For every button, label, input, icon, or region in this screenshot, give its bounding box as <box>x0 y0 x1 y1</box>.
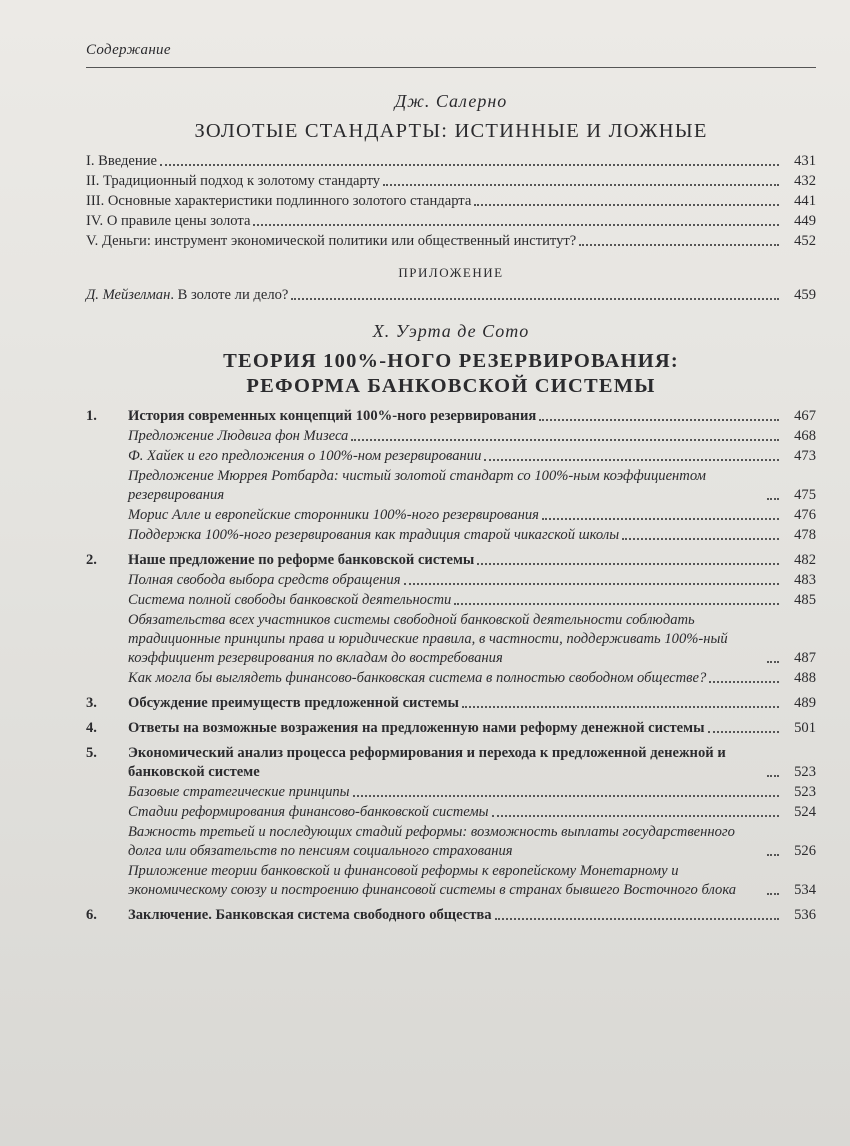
toc-subentry[interactable] <box>86 783 816 802</box>
leader-dots <box>474 204 779 206</box>
toc-entry-text: IV. О правиле цены золота <box>86 213 251 229</box>
toc-subentry[interactable] <box>86 862 816 900</box>
chapter-number: 5. <box>86 745 97 761</box>
toc-entry-page: 449 <box>794 213 816 229</box>
section2-entries <box>86 407 816 925</box>
toc-entry-page: 536 <box>794 907 816 923</box>
toc-entry-text: Поддержка 100%-ного резервирования как традиция старой чикагской школы <box>128 527 620 543</box>
toc-entry-text: Обсуждение преимуществ предложенной системы <box>128 695 459 711</box>
leader-dots <box>353 795 779 797</box>
toc-chapter-entry[interactable] <box>86 744 816 782</box>
section1-author: Дж. Салерно <box>394 91 508 111</box>
toc-subentry[interactable] <box>86 611 816 668</box>
leader-dots <box>351 439 779 441</box>
toc-entry-text: Система полной свободы банковской деятельности <box>128 592 452 608</box>
toc-entry-page: 432 <box>794 173 816 189</box>
section2-author: Х. Уэрта де Сото <box>372 321 530 341</box>
toc-entry-page: 431 <box>794 153 816 169</box>
section1-title: ЗОЛОТЫЕ СТАНДАРТЫ: ИСТИННЫЕ И ЛОЖНЫЕ <box>194 120 708 142</box>
toc-entry-text: Ответы на возможные возражения на предложенную нами реформу денежной системы <box>128 720 705 736</box>
toc-subentry[interactable] <box>86 447 816 466</box>
toc-subentry[interactable] <box>86 669 816 688</box>
toc-entry-page: 524 <box>794 804 816 820</box>
toc-subentry[interactable] <box>86 506 816 525</box>
toc-subentry[interactable] <box>86 526 816 545</box>
toc-entry-text: III. Основные характеристики подлинного золотого стандарта <box>86 193 472 209</box>
toc-entry[interactable] <box>86 172 816 191</box>
toc-subentry[interactable] <box>86 823 816 861</box>
chapter-number: 1. <box>86 408 97 424</box>
leader-dots <box>484 459 779 461</box>
toc-entry[interactable] <box>86 192 816 211</box>
toc-entry-text: Ф. Хайек и его предложения о 100%-ном резервировании <box>128 448 482 464</box>
toc-entry-page: 482 <box>794 552 816 568</box>
toc-entry-page: 489 <box>794 695 816 711</box>
leader-dots <box>767 893 779 895</box>
toc-entry-text: История современных концепций 100%-ного резервирования <box>128 408 537 424</box>
toc-entry-page: 488 <box>794 670 816 686</box>
leader-dots <box>539 419 779 421</box>
appendix-label: ПРИЛОЖЕНИЕ <box>398 265 504 280</box>
toc-chapter-entry[interactable] <box>86 551 816 570</box>
leader-dots <box>477 563 779 565</box>
leader-dots <box>767 854 779 856</box>
leader-dots <box>404 583 780 585</box>
appendix-page: 459 <box>794 287 816 303</box>
appendix-author: Д. Мейзелман <box>86 287 171 303</box>
leader-dots <box>462 706 779 708</box>
toc-subentry[interactable] <box>86 591 816 610</box>
toc-entry-page: 534 <box>794 882 816 898</box>
toc-subentry[interactable] <box>86 571 816 590</box>
leader-dots <box>767 775 779 777</box>
toc-entry-page: 473 <box>794 448 816 464</box>
header-rule <box>86 67 816 68</box>
toc-subentry[interactable] <box>86 803 816 822</box>
toc-entry-page: 476 <box>794 507 816 523</box>
toc-entry[interactable] <box>86 212 816 231</box>
section2-title-line2: РЕФОРМА БАНКОВСКОЙ СИСТЕМЫ <box>246 375 656 397</box>
table-of-contents <box>86 92 816 926</box>
toc-chapter-entry[interactable] <box>86 719 816 738</box>
section2-title-line1: ТЕОРИЯ 100%-НОГО РЕЗЕРВИРОВАНИЯ: <box>223 350 679 372</box>
toc-entry-page: 468 <box>794 428 816 444</box>
toc-entry-page: 452 <box>794 233 816 249</box>
toc-entry-page: 483 <box>794 572 816 588</box>
toc-entry-page: 523 <box>794 784 816 800</box>
leader-dots <box>708 731 780 733</box>
toc-entry-text: Заключение. Банковская система свободного общества <box>128 907 492 923</box>
toc-entry-text: Предложение Мюррея Ротбарда: чистый золотой стандарт со 100%-ным коэффициентом резервирования <box>128 468 706 503</box>
toc-chapter-entry[interactable] <box>86 906 816 925</box>
toc-entry-text: Предложение Людвига фон Мизеса <box>128 428 349 444</box>
leader-dots <box>767 498 779 500</box>
leader-dots <box>291 298 779 300</box>
section1-entries <box>86 152 816 251</box>
chapter-number: 2. <box>86 552 97 568</box>
toc-entry-text: Приложение теории банковской и финансовой реформы к европейскому Монетарному и экономическому союзу и построению финансовой системы в странах бывшего Восточного блока <box>128 863 737 898</box>
appendix-entry-text <box>86 286 288 305</box>
chapter-number: 3. <box>86 695 97 711</box>
toc-entry-text: Экономический анализ процесса реформирования и перехода к предложенной денежной и банковской системе <box>128 745 726 780</box>
toc-chapter-entry[interactable] <box>86 694 816 713</box>
leader-dots <box>253 224 779 226</box>
appendix-title: . В золоте ли дело? <box>170 287 289 303</box>
chapter-number: 6. <box>86 907 97 923</box>
toc-entry-text: Важность третьей и последующих стадий реформы: возможность выплаты государственного долга или обязательств по пенсиям социального страхования <box>128 824 735 859</box>
leader-dots <box>454 603 779 605</box>
leader-dots <box>622 538 779 540</box>
toc-entry-text: Наше предложение по реформе банковской системы <box>128 552 475 568</box>
leader-dots <box>709 681 779 683</box>
toc-entry-page: 478 <box>794 527 816 543</box>
toc-entry-page: 475 <box>794 487 816 503</box>
chapter-number: 4. <box>86 720 97 736</box>
toc-entry[interactable] <box>86 152 816 171</box>
running-header: Содержание <box>86 42 171 58</box>
toc-subentry[interactable] <box>86 427 816 446</box>
toc-subentry[interactable] <box>86 467 816 505</box>
appendix-entry[interactable] <box>86 286 816 305</box>
toc-entry-text: Полная свобода выбора средств обращения <box>128 572 401 588</box>
leader-dots <box>767 661 779 663</box>
toc-entry-page: 501 <box>794 720 816 736</box>
toc-entry-page: 485 <box>794 592 816 608</box>
leader-dots <box>492 815 779 817</box>
leader-dots <box>495 918 779 920</box>
toc-entry-text: Базовые стратегические принципы <box>128 784 350 800</box>
toc-entry-text: I. Введение <box>86 153 157 169</box>
toc-entry-page: 441 <box>794 193 816 209</box>
toc-entry-text: II. Традиционный подход к золотому стандарту <box>86 173 381 189</box>
toc-entry-text: Обязательства всех участников системы свободной банковской деятельности соблюдать традиционные принципы права и юридические правила, в частности, поддерживать 100%-ный коэффициент резервирования по вкладам до востребования <box>128 612 728 666</box>
toc-entry-page: 523 <box>794 764 816 780</box>
leader-dots <box>542 518 779 520</box>
toc-entry-page: 467 <box>794 408 816 424</box>
leader-dots <box>579 244 779 246</box>
toc-entry-text: Морис Алле и европейские сторонники 100%-ного резервирования <box>128 507 539 523</box>
toc-entry-text: Как могла бы выглядеть финансово-банковская система в полностью свободном обществе? <box>128 670 707 686</box>
toc-entry[interactable] <box>86 232 816 251</box>
toc-entry-page: 487 <box>794 650 816 666</box>
toc-entry-page: 526 <box>794 843 816 859</box>
toc-chapter-entry[interactable] <box>86 407 816 426</box>
leader-dots <box>383 184 779 186</box>
toc-entry-text: Стадии реформирования финансово-банковской системы <box>128 804 489 820</box>
leader-dots <box>160 164 779 166</box>
toc-entry-text: V. Деньги: инструмент экономической политики или общественный институт? <box>86 233 577 249</box>
